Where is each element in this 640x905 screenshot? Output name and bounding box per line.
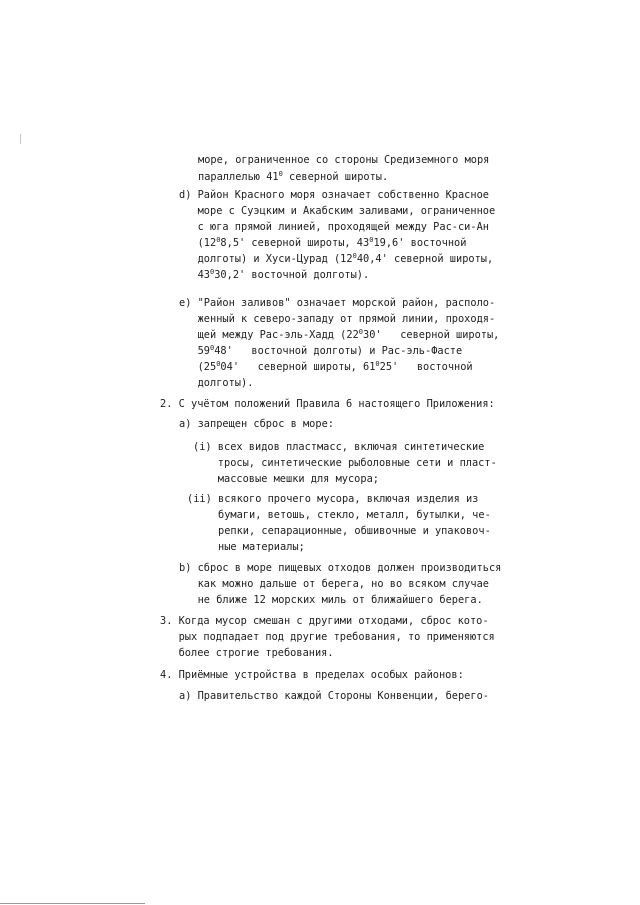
text-line: щей между Рас-эль-Хадд ($22^030'$ северной широты,	[179, 328, 500, 341]
text-line: рых подпадает под другие требования, то применяются	[160, 631, 495, 643]
text-line: 2. С учётом положений Правила 6 настоящего Приложения:	[160, 398, 495, 410]
text-line: a) запрещен сброс в море:	[179, 418, 334, 430]
text-line: ($25^004'$ северной широты, $61^025'$ восточной	[179, 360, 473, 373]
text-line: $59^048'$ восточной долготы) и Рас-эль-Фасте	[179, 344, 463, 357]
text-line: море, ограниченное со стороны Средиземного моря	[198, 154, 490, 166]
text-line: 4. Приёмные устройства в пределах особых районов:	[160, 669, 464, 681]
text-line: море с Суэцким и Акабским заливами, ограниченное	[179, 205, 496, 217]
text-line: a) Правительство каждой Стороны Конвенции, берего-	[179, 690, 489, 702]
text-line: не ближе 12 морских миль от ближайшего берега.	[179, 594, 483, 606]
text-line: b) сброс в море пищевых отходов должен производиться	[179, 562, 502, 574]
text-line: (i) всех видов пластмасс, включая синтетические	[193, 441, 485, 453]
text-line: долготы).	[179, 377, 254, 389]
text-line: ные материалы;	[187, 541, 305, 553]
text-line: женный к северо-западу от прямой линии, проходя-	[179, 313, 496, 325]
text-line: (ii) всякого прочего мусора, включая изделия из	[187, 493, 479, 505]
bottom-rule	[0, 903, 145, 904]
text-line: бумаги, ветошь, стекло, металл, бутылки, че-	[187, 509, 491, 521]
text-line: параллелью $41^0$ северной широты.	[198, 170, 389, 183]
text-line: d) Район Красного моря означает собственно Красное	[179, 189, 489, 201]
text-line: с юга прямой линией, проходящей между Рас-си-Ан	[179, 221, 489, 233]
text-line: 3. Когда мусор смешан с другими отходами, сброс кото-	[160, 615, 489, 627]
text-line: $43^030,2'$ восточной долготы).	[179, 268, 370, 281]
text-line: долготы) и Хуси-Цурад ($12^040,4'$ северной широты,	[179, 252, 494, 265]
text-line: как можно дальше от берега, но во всяком случае	[179, 578, 489, 590]
text-line: массовые мешки для мусора;	[193, 473, 379, 485]
text-line: репки, сепарационные, обшивочные и упаковоч-	[187, 525, 491, 537]
margin-mark	[20, 134, 21, 144]
text-line: более строгие требования.	[160, 647, 334, 659]
text-line: тросы, синтетические рыболовные сети и пласт-	[193, 457, 497, 469]
text-line: ($12^08,5'$ северной широты, $43^019,6'$ восточной	[179, 236, 467, 249]
text-line: e) "Район заливов" означает морской район, располо-	[179, 297, 496, 309]
